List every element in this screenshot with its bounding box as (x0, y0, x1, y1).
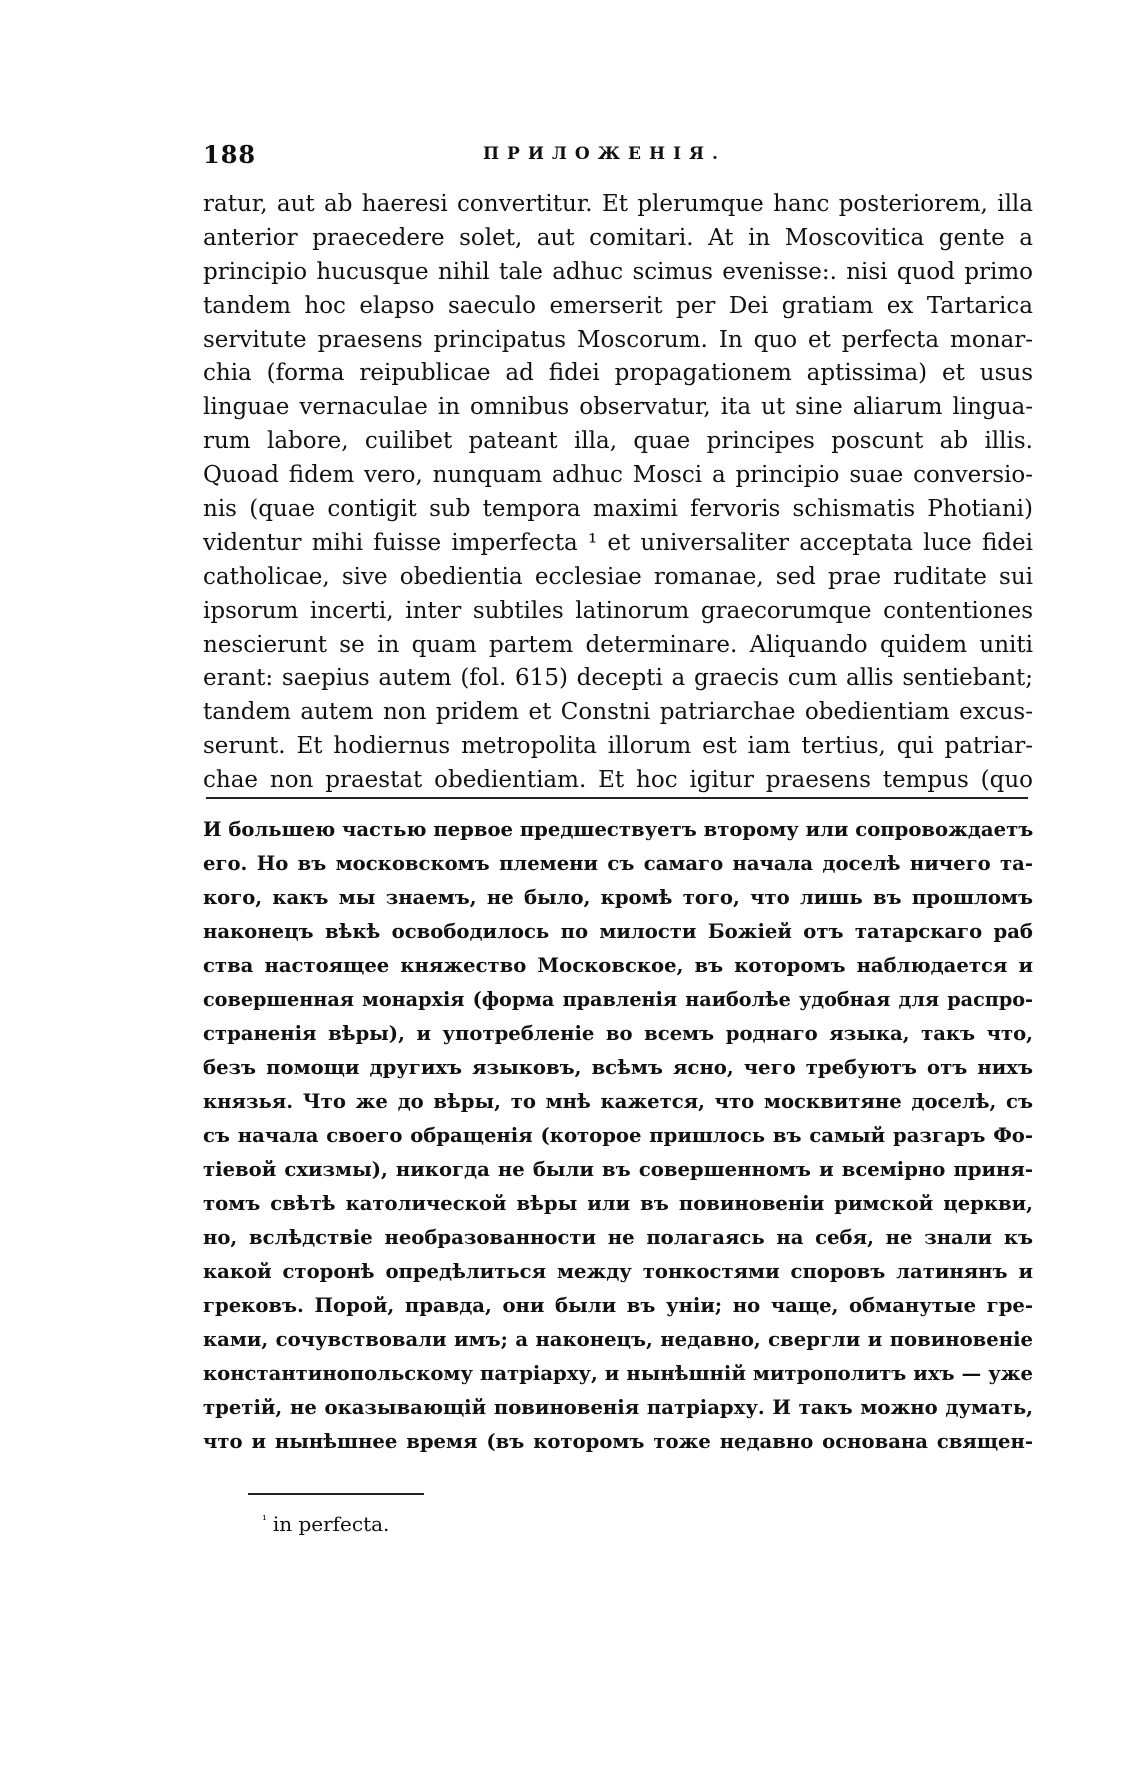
russian-line: какой сторонѣ опредѣлиться между тонкостями споровъ латинянъ и (203, 1260, 1033, 1283)
latin-line: chae non praestat obedientiam. Et hoc igitur praesens tempus (quo (203, 767, 1033, 794)
russian-line: томъ свѣтѣ католической вѣры или въ повиновеніи римской церкви, (203, 1192, 1033, 1215)
russian-line: И большею частью первое предшествуетъ второму или сопровождаетъ (203, 818, 1033, 841)
footnote-mark: ¹ (262, 1513, 267, 1527)
latin-line: tandem hoc elapso saeculo emerserit per Dei gratiam ex Tartarica (203, 292, 1033, 319)
latin-line: principio hucusque nihil tale adhuc scimus evenisse:. nisi quod primo (203, 258, 1033, 285)
russian-line: наконецъ вѣкѣ освободилось по милости Божіей отъ татарскаго раб (203, 920, 1033, 943)
russian-line: ства настоящее княжество Московское, въ которомъ наблюдается и (203, 954, 1033, 977)
latin-line: videntur mihi fuisse imperfecta ¹ et universaliter acceptata luce fidei (203, 529, 1033, 556)
russian-line: третій, не оказывающій повиновенія патріарху. И такъ можно думать, (203, 1396, 1033, 1419)
russian-line: но, вслѣдствіе необразованности не полагаясь на себя, не знали къ (203, 1226, 1033, 1249)
latin-line: serunt. Et hodiernus metropolita illorum est iam tertius, qui patriar- (203, 733, 1033, 760)
latin-line: nescierunt se in quam partem determinare. Aliquando quidem uniti (203, 631, 1033, 658)
latin-text-block (203, 188, 1033, 798)
page-number: 188 (203, 140, 257, 169)
russian-line: кого, какъ мы знаемъ, не было, кромѣ того, что лишь въ прошломъ (203, 886, 1033, 909)
latin-line: erant: saepius autem (fol. 615) decepti a graecis cum allis sentiebant; (203, 665, 1033, 692)
latin-line: servitute praesens principatus Moscorum. In quo et perfecta monar- (203, 326, 1033, 353)
footnote (262, 1512, 389, 1536)
latin-line: linguae vernaculae in omnibus observatur, ita ut sine aliarum lingua- (203, 394, 1033, 421)
russian-line: ками, сочувствовали имъ; а наконецъ, недавно, свергли и повиновеніе (203, 1328, 1033, 1351)
footnote-rule (248, 1493, 424, 1495)
russian-line: его. Но въ московскомъ племени съ самаго начала доселѣ ничего та- (203, 852, 1033, 875)
russian-line: грековъ. Порой, правда, они были въ уніи; но чаще, обманутые гре- (203, 1294, 1033, 1317)
russian-line: страненія вѣры), и употребленіе во всемъ роднаго языка, такъ что, (203, 1022, 1033, 1045)
latin-line: nis (quae contigit sub tempora maximi fervoris schismatis Photiani) (203, 496, 1033, 523)
running-head: ПРИЛОЖЕНІЯ. (483, 144, 726, 164)
russian-line: князья. Что же до вѣры, то мнѣ кажется, что москвитяне доселѣ, съ (203, 1090, 1033, 1113)
russian-line: безъ помощи другихъ языковъ, всѣмъ ясно, чего требуютъ отъ нихъ (203, 1056, 1033, 1079)
latin-line: tandem autem non pridem et Constni patriarchae obedientiam excus- (203, 699, 1033, 726)
latin-line: chia (forma reipublicae ad fidei propagationem aptissima) et usus (203, 360, 1033, 387)
russian-line: совершенная монархія (форма правленія наиболѣе удобная для распро- (203, 988, 1033, 1011)
latin-line: catholicae, sive obedientia ecclesiae romanae, sed prae ruditate sui (203, 563, 1033, 590)
latin-line: ipsorum incerti, inter subtiles latinorum graecorumque contentiones (203, 597, 1033, 624)
latin-line: anterior praecedere solet, aut comitari. At in Moscovitica gente a (203, 224, 1033, 251)
page-header (203, 140, 1033, 170)
russian-line: съ начала своего обращенія (которое пришлось въ самый разгаръ Фо- (203, 1124, 1033, 1147)
russian-line: константинопольскому патріарху, и нынѣшній митрополитъ ихъ — уже (203, 1362, 1033, 1385)
latin-line: Quoad fidem vero, nunquam adhuc Mosci a principio suae conversio- (203, 462, 1033, 489)
latin-line: ratur, aut ab haeresi convertitur. Et plerumque hanc posteriorem, illa (203, 191, 1033, 217)
latin-line: rum labore, cuilibet pateant illa, quae principes poscunt ab illis. (203, 428, 1033, 455)
footnote-text: in perfecta. (272, 1512, 390, 1536)
russian-line: что и нынѣшнее время (въ которомъ тоже недавно основана священ- (203, 1430, 1033, 1453)
section-divider (206, 797, 1028, 799)
russian-translation-block (203, 813, 1033, 1459)
russian-line: тіевой схизмы), никогда не были въ совершенномъ и всемірно приня- (203, 1158, 1033, 1181)
